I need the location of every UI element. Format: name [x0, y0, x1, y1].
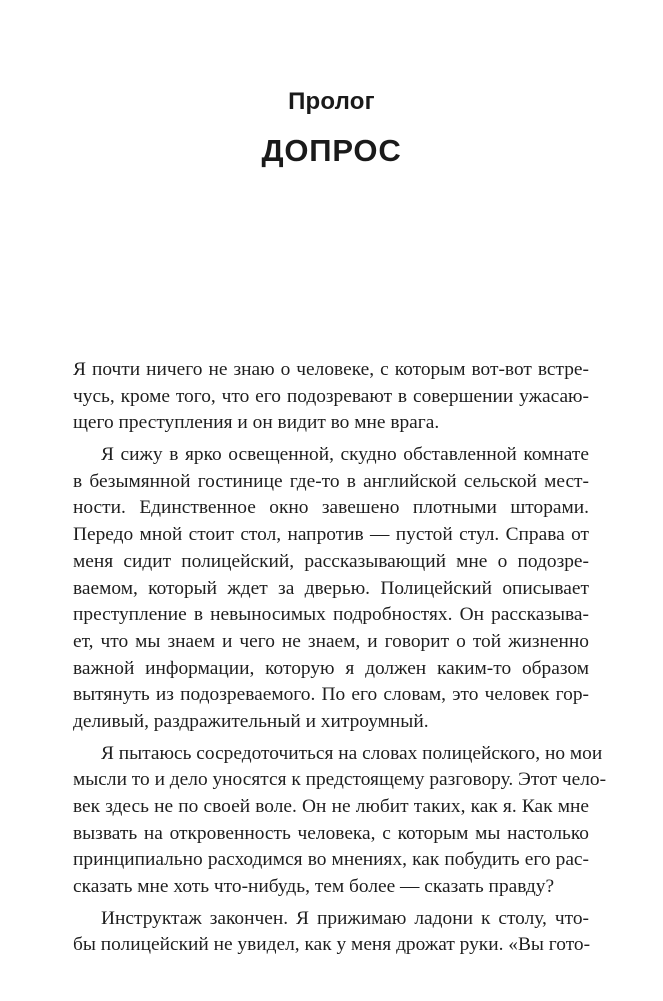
- text-line: ности. Единственное окно завешено плотными шторами.: [73, 497, 589, 519]
- text-line: вытянуть из подозреваемого. По его словам, это человек гор-: [73, 684, 589, 706]
- paragraph: [73, 442, 589, 736]
- text-line: сказать мне хоть что-нибудь, тем более — сказать правду?: [73, 876, 555, 898]
- body-text: [73, 357, 607, 959]
- text-line: Я сижу в ярко освещенной, скудно обставленной комнате: [101, 444, 589, 466]
- text-line: ет, что мы знаем и чего не знаем, и говорит о той жизненно: [73, 630, 589, 652]
- text-line: важной информации, которую я должен каким-то образом: [73, 657, 589, 679]
- chapter-label: Пролог: [288, 88, 375, 115]
- paragraph: [73, 906, 589, 959]
- text-line: преступление в невыносимых подробностях. Он рассказыва-: [73, 604, 589, 626]
- text-line: в безымянной гостинице где-то в английской сельской мест-: [73, 470, 589, 492]
- text-line: век здесь не по своей воле. Он не любит таких, как я. Как мне: [73, 796, 589, 817]
- text-line: ваемом, который ждет за дверью. Полицейский описывает: [73, 577, 589, 599]
- text-line: Я пытаюсь сосредоточиться на словах полицейского, но мои: [101, 742, 603, 764]
- text-line: деливый, раздражительный и хитроумный.: [73, 710, 429, 732]
- text-line: мысли то и дело уносятся к предстоящему разговору. Этот чело-: [73, 769, 607, 791]
- chapter-title: ДОПРОС: [261, 133, 402, 168]
- text-line: Инструктаж закончен. Я прижимаю ладони к столу, что-: [101, 907, 589, 929]
- text-line: вызвать на откровенность человека, с которым мы настолько: [73, 822, 589, 844]
- text-line: принципиально расходимся во мнениях, как побудить его рас-: [73, 849, 589, 871]
- paragraph: [73, 741, 607, 901]
- text-line: щего преступления и он видит во мне врага.: [73, 412, 440, 434]
- text-line: чусь, кроме того, что его подозревают в совершении ужасаю-: [73, 385, 589, 407]
- text-line: меня сидит полицейский, рассказывающий мне о подозре-: [73, 550, 589, 572]
- text-line: Передо мной стоит стол, напротив — пустой стул. Справа от: [73, 524, 589, 546]
- paragraph: [73, 357, 589, 437]
- text-line: бы полицейский не увидел, как у меня дрожат руки. «Вы гото-: [73, 934, 591, 956]
- text-line: Я почти ничего не знаю о человеке, с которым вот-вот встре-: [73, 359, 589, 380]
